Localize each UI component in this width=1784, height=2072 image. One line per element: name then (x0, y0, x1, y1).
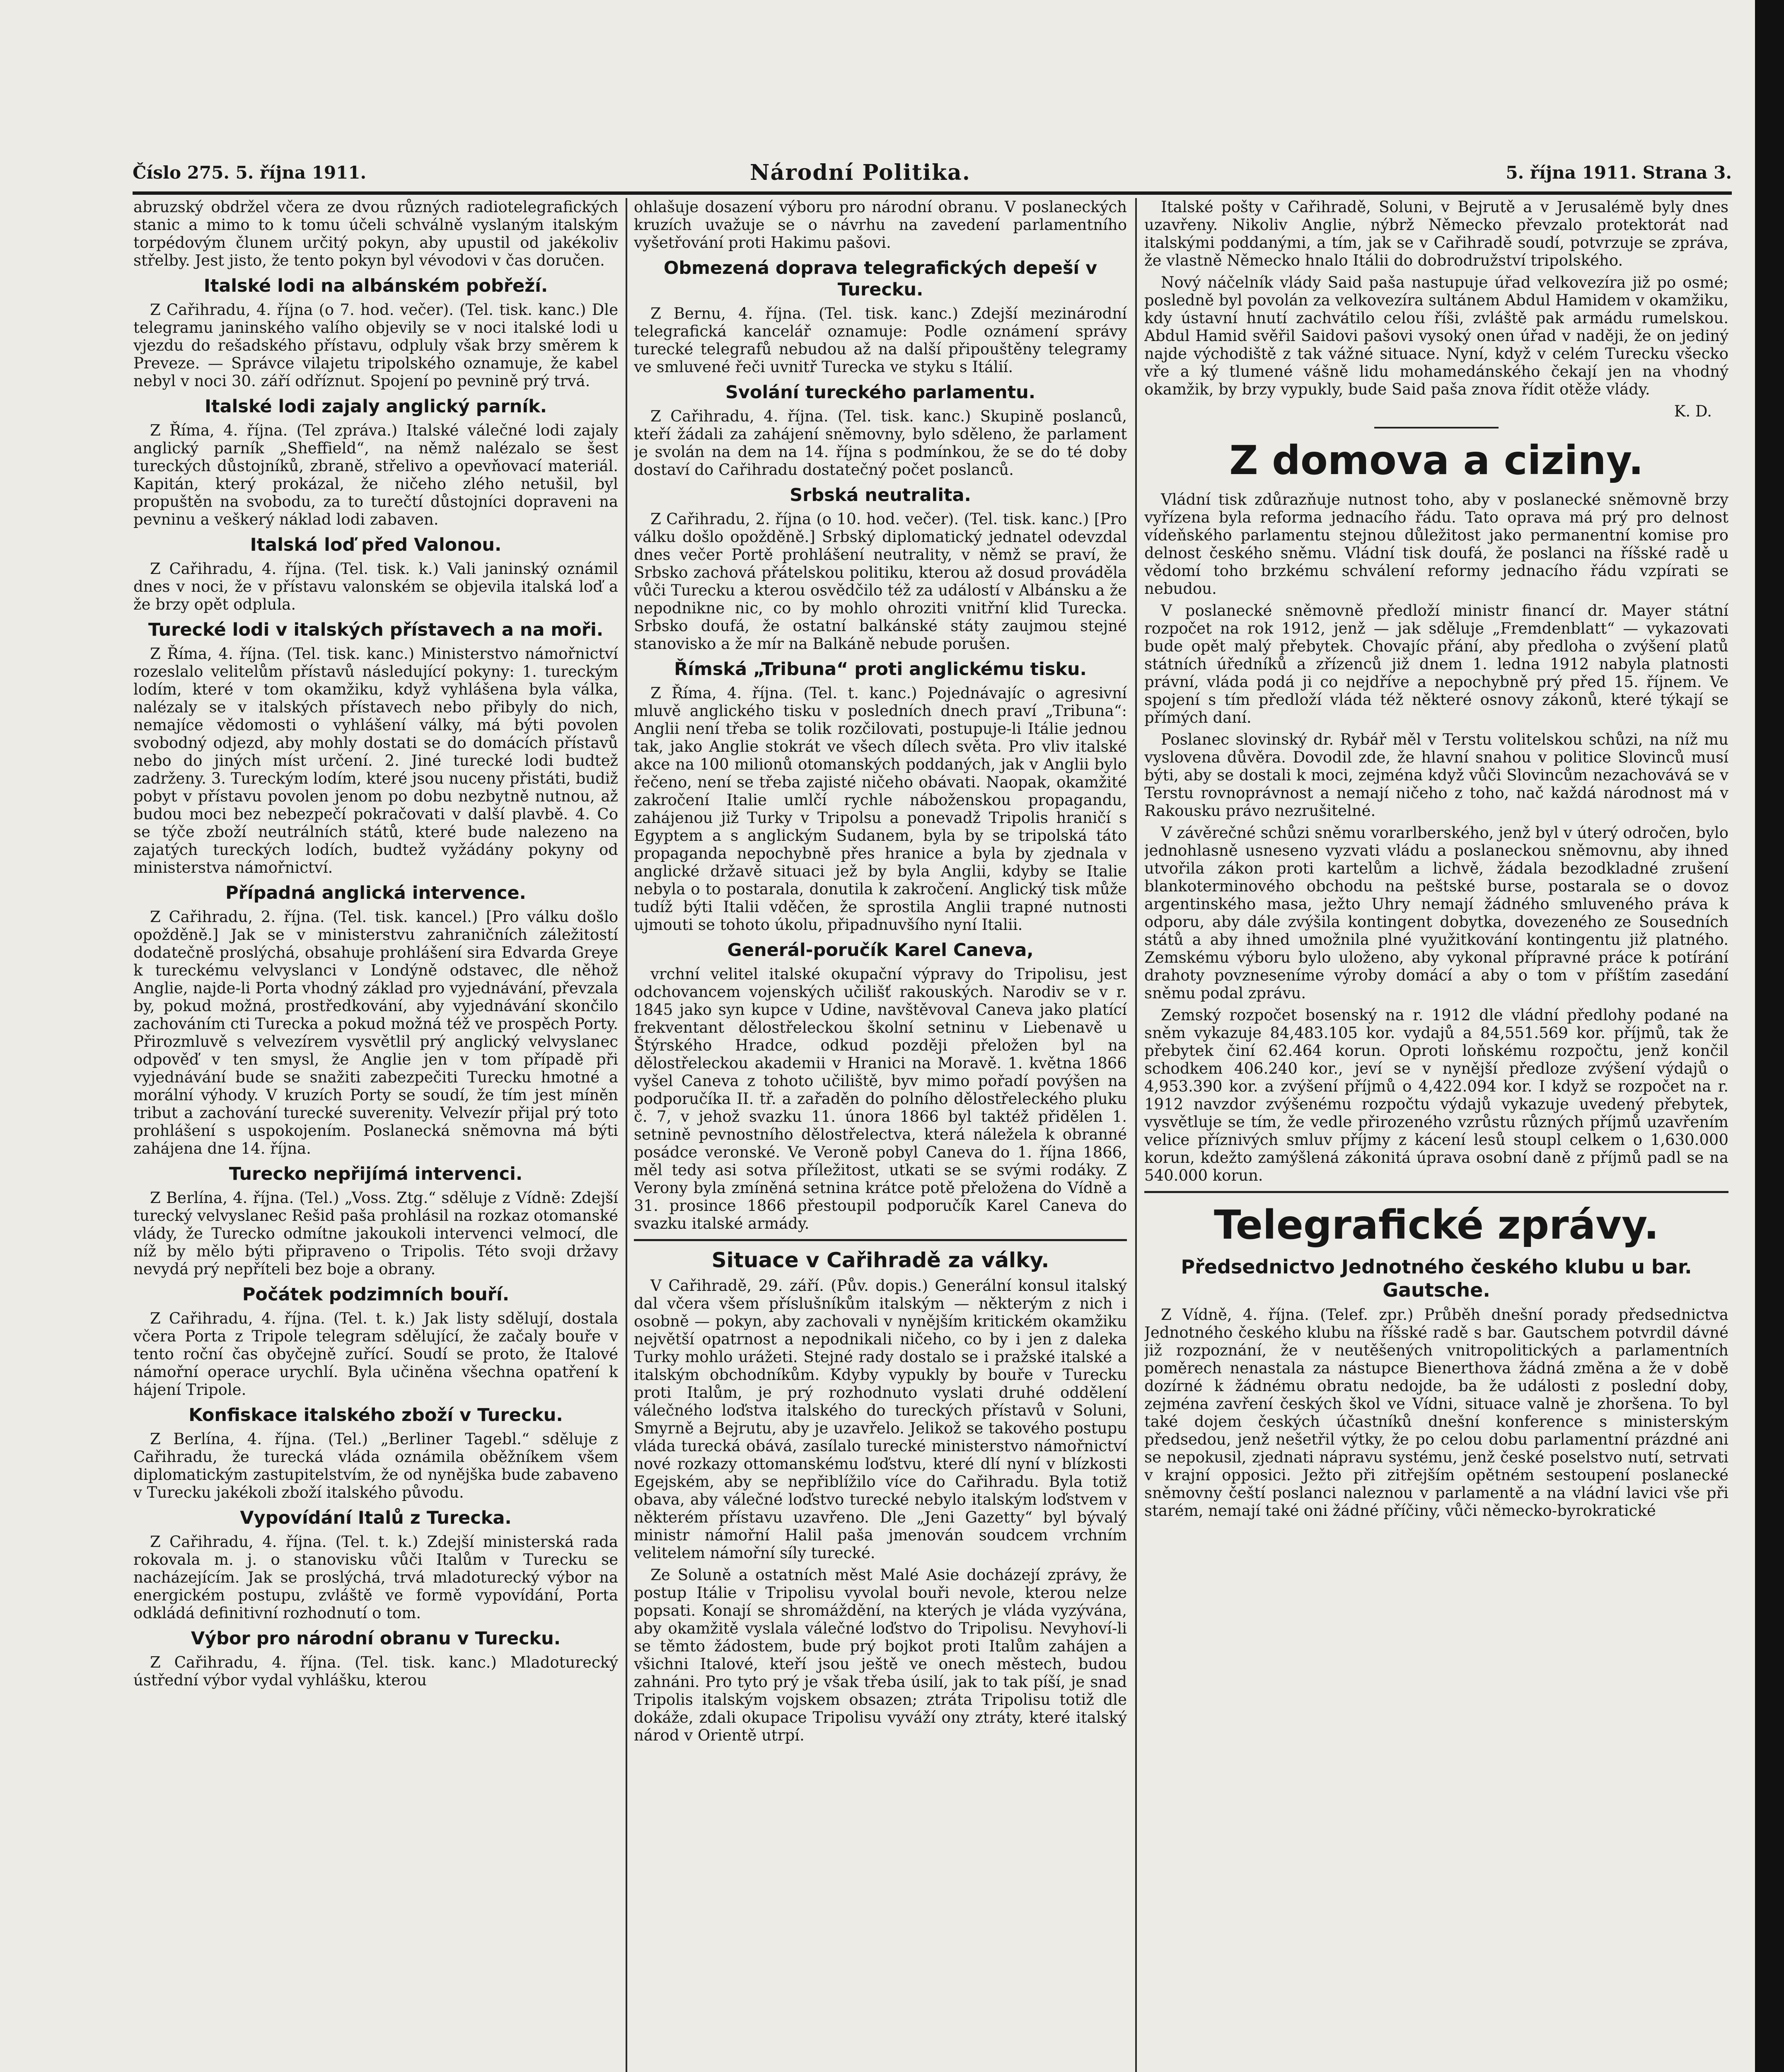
paragraph: Z Vídně, 4. října. (Telef. zpr.) Průběh dnešní porady předsednictva Jednotného českého klubu na říšské radě s bar. Gautschem potvrdil dávné již rozpoznání, že v neutěšených vnitropolitických a parlamentních poměrech nenastala za nástupce Bienerthova žádná změna a že v době dozírné k žádnému obratu nedojde, ba že události z poslední doby, zejména zavření českých škol ve Vídni, situace valně je zhoršena. To byl také dojem českých účastníků dnešní konference s ministerským předsedou, jenž nešetřil výtky, že po celou dobu parlamentní prázdné ani se nepokusil, zjednati nápravu systému, jenž české poselstvo nutí, setrvati v krajní opposici. Ježto při zitřejším opětném sestoupení poslanecké sněmovny čeští poslanci naleznou v parlamentě a na vládní lavici vše při starém, nemají také oni žádné příčiny, vůči německo-byrokratické (1144, 1306, 1728, 1520)
paragraph: Z Cařihradu, 4. října. (Tel. t. k.) Jak listy sdělují, dostala včera Porta z Tripole telegram sdělující, že začaly bouře v tento roční čas obyčejně zuřící. Soudí se proto, že Italové námořní operace urychlí. Byla učiněna všechna opatření k hájení Tripole. (133, 1310, 618, 1399)
paragraph: vrchní velitel italské okupační výpravy do Tripolisu, jest odchovancem vojenských učilišť rakouských. Narodiv se v r. 1845 jako syn kupce v Udine, navštěvoval Caneva jako platící frekventant dělostřeleckou školní setninu v Liebenavě u Štýrského Hradce, odkud později přeložen byl na dělostřeleckou akademii v Hranici na Moravě. 1. května 1866 vyšel Caneva z tohoto učiliště, byv mimo pořadí povýšen na podporučíka II. tř. a zařaděn do polního dělostřeleckého pluku č. 7, v jehož svazku 11. února 1866 byl taktéž přidělen 1. setnině pevnostního dělostřelectva, která náležela k obranné posádce veronské. Ve Veroně pobyl Caneva do 1. října 1866, měl tedy asi sotva příležitost, utkati se se svými rodáky. Z Verony byla zmíněná setnina krátce potě přeložena do Vídně a 31. prosince 1866 přestoupil podporučík Karel Caneva do svazku italské armády. (634, 965, 1127, 1232)
paragraph: Z Berlína, 4. října. (Tel.) „Berliner Tagebl.“ sděluje z Cařihradu, že turecká vláda oznámila oběžníkem všem diplomatickým zastupitelstvím, že od nynějška bude zabaveno v Turecku jakékoli zboží italského původu. (133, 1430, 618, 1501)
column-divider (626, 198, 627, 2072)
paragraph: Z Cařihradu, 4. října. (Tel. tisk. kanc.) Mladoturecký ústřední výbor vydal vyhlášku, kterou (133, 1653, 618, 1689)
issue-date-right: 5. října 1911. Strana 3. (1506, 162, 1732, 183)
paragraph: Ze Soluně a ostatních měst Malé Asie docházejí zprávy, že postup Itálie v Tripolisu vyvolal bouři nevole, kterou nelze popsati. Konají se shromáždění, na kterých je vláda vyzývána, aby okamžitě vyslala válečné loďstvo do Tripolisu. Nevyhoví-li se těmto žádostem, bude prý bojkot proti Italům zahájen a všichni Italové, kteří jsou ještě ve onech městech, budou zahnáni. Pro tyto prý je však třeba úsilí, jak to tak píší, je snad Tripolis italským vojskem obsazen; ztráta Tripolisu totiž dle dokáže, zdali okupace Tripolisu vyváží ony ztráty, které italský národ v Orientě utrpí. (634, 1566, 1127, 1744)
article-heading: Římská „Tribuna“ proti anglickému tisku. (674, 659, 1087, 680)
paragraph: Nový náčelník vlády Said paša nastupuje úřad velkovezíra již po osmé; posledně byl povolán za velkovezíra sultánem Abdul Hamidem v okamžiku, kdy ústavní hnutí zachvátilo celou říši, zvláště pak armádu rumelskou. Abdul Hamid svěřil Saidovi pašovi vysoký onen úřad v naději, že on jediný najde východiště z tak vážné situace. Nyní, když v celém Turecku všecko vře a ký tlumené vášně lidu mohamedánského čekají jen na vhodný okamžik, by brzy vypukly, bude Said paša znova řídit otěže vlády. (1144, 274, 1728, 398)
section-rule (1144, 1191, 1728, 1193)
article-heading: Výbor pro národní obranu v Turecku. (191, 1628, 561, 1649)
article-heading: Situace v Cařihradě za války. (711, 1248, 1049, 1272)
section-rule (1374, 427, 1499, 428)
paragraph: V Cařihradě, 29. září. (Pův. dopis.) Generální konsul italský dal včera všem příslušníkům italským — některým z nich i osobně — pokyn, aby zachovali v nynějším kritickém okamžiku největší opatrnost a nepodnikali ničeho, co by i jen z daleka Turky mohlo urážeti. Stejné rady dostalo se i pražské italské a italským obchodníkům. Kdyby vypukly by bouře v Turecku proti Italům, je prý rozhodnuto vyslati druhé oddělení válečného loďstva italského do tureckých přístavů v Soluni, Smyrně a Bejrutu, aby je uzavřelo. Jelikož se takového postupu vláda turecká obává, zasílalo turecké ministerstvo námořnictví nové rozkazy ottomanskému loďstvu, které dlí nyní v blízkosti Egejském, aby se nepřiblížilo více do Cařihradu. Byla totiž obava, aby válečné loďstvo turecké nebylo italským loďstvem v některém přístavu uzavřeno. Dle „Jeni Gazetty“ byl bývalý ministr námořní Halil paša jmenován soudcem vrchním velitelem námořní síly turecké. (634, 1277, 1127, 1562)
article-heading: Počátek podzimních bouří. (242, 1284, 510, 1305)
paragraph: Z Cařihradu, 4. října. (Tel. t. k.) Zdejší ministerská rada rokovala m. j. o stanovisku vůči Italům v Turecku se nacházejícím. Jak se proslýchá, trvá mladoturecký výbor na energickém postupu, zvláště ve formě vypovídání, Porta odkládá definitivní rozhodnutí o tom. (133, 1533, 618, 1622)
scan-edge (1755, 0, 1784, 2072)
article-heading: Italské lodi zajaly anglický parník. (204, 396, 547, 417)
paragraph: Z Bernu, 4. října. (Tel. tisk. kanc.) Zdejší mezinárodní telegrafická kancelář oznamuje: Podle oznámení správy turecké telegrafů nebudou až na další připouštěny telegramy ve smluvené řeči uvnitř Turecka ve styku s Itálií. (634, 305, 1127, 376)
paragraph: Z Říma, 4. října. (Tel. t. kanc.) Pojednávajíc o agresivní mluvě anglického tisku v posledních dnech praví „Tribuna“: Anglii není třeba se tolik rozčilovati, postupuje-li Itálie jednou tak, jako Anglie stokrát ve všech dílech světa. Pro vliv italské akce na 100 milionů otomanských poddaných, jak v Anglii bylo řečeno, není se třeba zajisté ničeho obávati. Naopak, okamžité zakročení Italie umlčí rychle náboženskou propagandu, zahájenou již Turky v Tripolsu a ponevadž Tripolis hraničí s Egyptem a s anglickým Sudanem, byla by se tripolská táto propaganda nepochybně přes hranice a byla by zjednala v anglické državě situaci jež by byla Anglii, kdyby se Italie nebyla o to postarala, donutila k zakročení. Anglický tisk může tudíž býti Italii vděčen, že sprostila Anglii trapné nutnosti ujmouti se tohoto úkolu, připadnuvšího nyní Italii. (634, 684, 1127, 934)
article-heading: Předsednictvo Jednotného českého klubu u bar. Gautsche. (1181, 1256, 1692, 1301)
article-heading: Srbská neutralita. (790, 485, 971, 506)
article-heading: Italská loď před Valonou. (250, 535, 502, 555)
article-heading: Turecko nepřijímá intervenci. (229, 1164, 523, 1184)
paragraph: Z Cařihradu, 2. října. (Tel. tisk. kancel.) [Pro válku došlo opožděně.] Jak se v ministerstvu zahraničních záležitostí dodatečně proslýchá, obsahuje prohlášení sira Edvarda Greye k tureckému velvyslanci v Londýně odstavec, dle něhož Anglie, najde-li Porta vhodný základ pro vyjednávání, převzala by, pokud možná, prostředkování, aby vyjednávání skončilo zachováním cti Turecka a pokud možná též ve prospěch Porty. Přirozmluvě s velvezírem vysvětlil prý anglický velvyslanec odpověď v ten smysl, že Anglie jen v tom případě při vyjednávání bude se snažiti zabezpečiti Turecku hmotné a morální výhody. V kruzích Porty se soudí, že tím jest míněn tribut a zachování turecké suverenity. Velvezír přijal prý toto prohlášení s uspokojením. Poslanecká sněmovna má býti zahájena dne 14. října. (133, 908, 618, 1157)
paragraph: Z Říma, 4. října. (Tel. tisk. kanc.) Ministerstvo námořnictví rozeslalo velitelům přístavů následující pokyny: 1. tureckým lodím, které v tom okamžiku, když vyhlášena byla válka, nalézaly se v italských přístavech nebo přibyly do nich, nemajíce vědomosti o vyhlášení války, má býti povolen svobodný odjezd, aby mohly dostati se do domácích přístavů nebo do jiných míst určení. 2. Jiné turecké lodi budtež zadrženy. 3. Tureckým lodím, které jsou nuceny přistáti, budiž pobyt v přístavu povolen jenom po dobu nezbytně nutnou, až budou moci bez nebezpečí pokračovati v další plavbě. 4. Co se týče zboží neutrálních států, které bude nalezeno na zajatých tureckých lodích, budtež vyžádány pokyny od ministerstva námořnictví. (133, 645, 618, 876)
article-heading: Obmezená doprava telegrafických depeší v Turecku. (663, 258, 1097, 300)
header-rule (133, 191, 1732, 195)
paragraph: Z Říma, 4. října. (Tel zpráva.) Italské válečné lodi zajaly anglický parník „Sheffield“, na němž nalézalo se šest tureckých důstojníků, zbraně, střelivo a opevňovací materiál. Kapitán, který prokázal, že ničeho zlého netušil, byl propuštěn na svobodu, za to turečtí důstojníci dopraveni na pevninu a veškerý náklad lodi zabaven. (133, 421, 618, 528)
paragraph: V poslanecké sněmovně předloží ministr financí dr. Mayer státní rozpočet na rok 1912, jenž — jak sděluje „Fremdenblatt“ — vykazovati bude opět malý přebytek. Chovajíc přání, aby předloha o zvýšení platů státních úředníků a zřízenců již dnem 1. ledna 1912 nabyla platnosti právní, vláda podá ji co nejdříve a nepochybně prý před 15. říjnem. Ve spojení s tím předloží vláda též některé osnovy zákonů, které týkají se přímých daní. (1144, 602, 1728, 726)
paragraph: Zemský rozpočet bosenský na r. 1912 dle vládní předlohy podané na sněm vykazuje 84,483.105 kor. vydajů a 84,551.569 kor. příjmů, tak že přebytek činí 62.464 korun. Oproti loňskému rozpočtu, jenž končil schodkem 406.240 kor., jeví se v nynější předloze zvýšení výdajů o 4,953.390 kor. a zvýšení příjmů o 4,422.094 kor. I když se rozpočet na r. 1912 navzdor zvýšenému rozpočtu výdajů vykazuje uvedený přebytek, vysvětluje se tím, že vedle přirozeného vzrůstu různých příjmů uzavřením velice příznivých smluv příjmy z kácení lesů stoupl celkem o 1,630.000 korun, kdežto zamýšlená zákonitá úprava osobní daně z příjmů padl se na 540.000 korun. (1144, 1006, 1728, 1184)
article-heading: Vypovídání Italů z Turecka. (240, 1508, 512, 1528)
paragraph: Z Cařihradu, 4. října (o 7. hod. večer). (Tel. tisk. kanc.) Dle telegramu janinského valího objevily se v noci italské lodi u vjezdu do rešadského přístavu, odpluly však brzy směrem k Preveze. — Správce vilajetu tripolského oznamuje, že kabel nebyl v noci 30. září odříznut. Spojení po pevnině prý trvá. (133, 301, 618, 390)
paragraph: Vládní tisk zdůrazňuje nutnost toho, aby v poslanecké sněmovně brzy vyřízena byla reforma jednacího řádu. Tato oprava má prý pro delnost vídeňského parlamentu stejnou důležitost jako permanentní komise pro delnost českého sněmu. Vládní tisk doufá, že poslanci na říšské radě u vědomí toho brzkému schválení reformy jednacího řádu vzpírati se nebudou. (1144, 491, 1728, 598)
issue-date-left: Číslo 275. 5. října 1911. (133, 162, 367, 183)
column-1 (133, 198, 618, 2072)
newspaper-title: Národní Politika. (750, 160, 971, 185)
author-signature: K. D. (1674, 402, 1712, 420)
article-heading: Italské lodi na albánském pobřeží. (203, 276, 548, 296)
paragraph: Z Cařihradu, 4. října. (Tel. tisk. kanc.) Skupině poslanců, kteří žádali za zahájení sněmovny, bylo sděleno, že parlament je svolán na dem na 14. října s podmínkou, že se do té doby dostaví do Cařihradu dostatečný počet poslanců. (634, 407, 1127, 479)
section-title: Telegrafické zprávy. (1214, 1202, 1659, 1248)
page-header (133, 154, 1732, 191)
paragraph: ohlašuje dosazení výboru pro národní obranu. V poslaneckých kruzích uvažuje se o návrhu na zavedení parlamentního vyšetřování proti Hakimu pašovi. (634, 198, 1127, 252)
paragraph: Italské pošty v Cařihradě, Soluni, v Bejrutě a v Jerusalémě byly dnes uzavřeny. Nikoliv Anglie, nýbrž Německo převzalo protektorát nad italskými poddanými, a tím, jak se v Cařihradě soudí, potvrzuje se zpráva, že vlastně Německo hnalo Itálii do dobrodružství tripolského. (1144, 198, 1728, 269)
paragraph: abruzský obdržel včera ze dvou různých radiotelegrafických stanic a mimo to k tomu účeli schválně vyslaným italským torpédovým člunem určitý pokyn, aby upustil od jakékoliv střelby. Jest jisto, že tento pokyn byl vévodovi v čas doručen. (133, 198, 618, 269)
paragraph: Z Berlína, 4. října. (Tel.) „Voss. Ztg.“ sděluje z Vídně: Zdejší turecký velvyslanec Rešid paša prohlásil na rozkaz otomanské vlády, že Turecko odmítne jakoukoli intervenci velmocí, dle níž by mělo býti připraveno o Tripolis. Této svoji državy nevydá prý nepříteli bez boje a obrany. (133, 1189, 618, 1278)
column-divider (1135, 198, 1137, 2072)
article-heading: Svolání tureckého parlamentu. (725, 382, 1036, 403)
paragraph: Z Cařihradu, 4. října. (Tel. tisk. k.) Vali janinský oznámil dnes v noci, že v přístavu valonském se objevila italská loď a že brzy opět odplula. (133, 560, 618, 613)
column-3 (1144, 198, 1728, 2072)
paragraph: Z Cařihradu, 2. října (o 10. hod. večer). (Tel. tisk. kanc.) [Pro válku došlo opožděně.] Srbský diplomatický jednatel odevzdal dnes večer Portě prohlášení neutrality, v němž se praví, že Srbsko zachová přátelskou politiku, kterou až dosud prováděla vůči Turecku a kterou osvědčilo též za událostí v Albánsku a že nepodnikne nic, co by mohlo ohroziti vnitřní klid Turecka. Srbsko doufá, že ostatní balkánské státy zaujmou stejné stanovisko a že mír na Balkáně nebude porušen. (634, 510, 1127, 653)
paragraph: V závěrečné schůzi sněmu vorarlberského, jenž byl v úterý odročen, bylo jednohlasně usneseno vyzvati vládu a poslaneckou sněmovnu, aby ihned utvořila zákon proti kartelům a lichvě, žádala bezodkladné zrušení blankoterminového obchodu na peštské burse, postarala se o dovoz argentinského masa, ježto Uhry nemají žádného smluveného práva k odporu, aby dále zvýšila kontingent dobytka, dovezeného ze Sousedních států a aby ihned umožnila plné využitkování kontingentu již platného. Zemskému výboru bylo uloženo, aby vykonal přípravné práce k potírání drahoty povzneseníme výroby domácí a aby o tom v příštím zasedání sněmu podal zprávu. (1144, 824, 1728, 1002)
article-heading: Generál-poručík Karel Caneva, (727, 940, 1034, 961)
section-rule (634, 1239, 1127, 1241)
section-title: Z domova a ciziny. (1229, 437, 1644, 484)
article-heading: Turecké lodi v italských přístavech a na moři. (148, 620, 604, 640)
article-heading: Případná anglická intervence. (225, 883, 526, 903)
article-heading: Konfiskace italského zboží v Turecku. (189, 1405, 563, 1426)
column-2 (634, 198, 1127, 2072)
paragraph: Poslanec slovinský dr. Rybář měl v Terstu volitelskou schůzi, na níž mu vyslovena důvěra. Dovodil zde, že hlavní snahou v politice Slovinců musí býti, aby se dostali k moci, zejména když vůči Slovincům nezachovává se v Terstu rovnoprávnost a nemají ničeho z toho, nač každá národnost má v Rakousku právo nezrušitelné. (1144, 731, 1728, 820)
